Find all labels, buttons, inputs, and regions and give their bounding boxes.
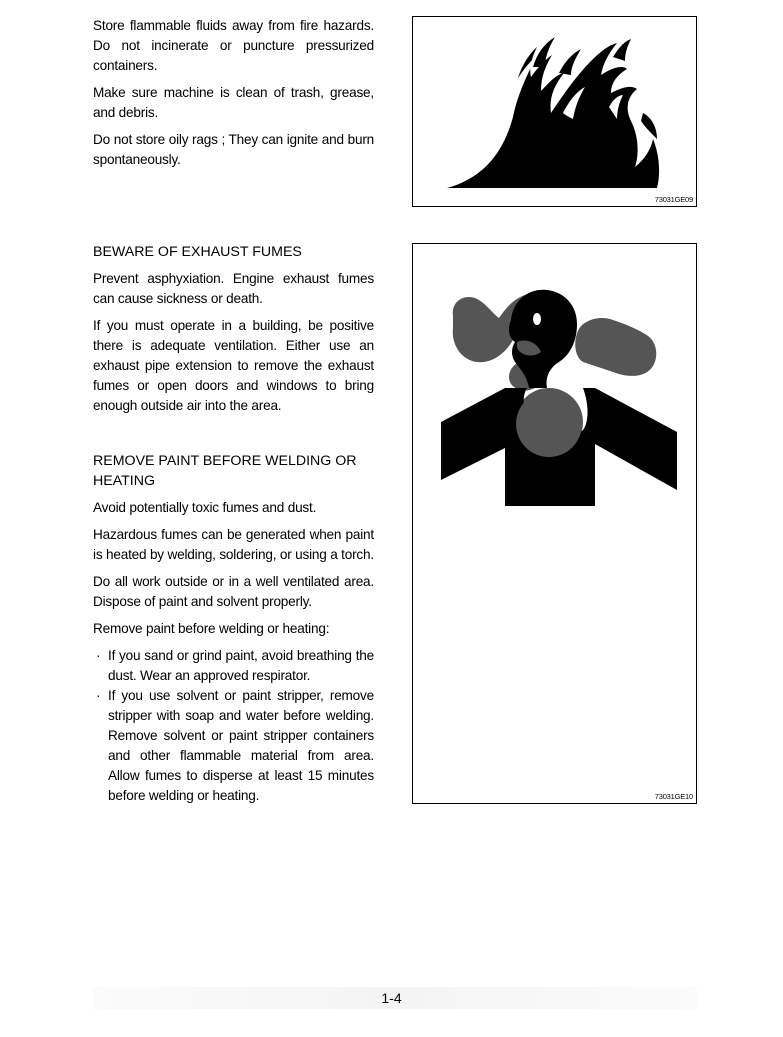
paint-paragraph-4: Remove paint before welding or heating: — [93, 621, 330, 636]
paint-bullet-list — [93, 646, 374, 806]
paint-paragraph-3: Do all work outside or in a well ventilated area. Dispose of paint and solvent properly. — [93, 574, 374, 609]
paint-paragraph-1: Avoid potentially toxic fumes and dust. — [93, 500, 317, 515]
chest-lung-circle — [516, 391, 582, 457]
flammable-paragraph-1: Store flammable fluids away from fire hazards. Do not incinerate or puncture pressurized containers. — [93, 18, 374, 73]
flammable-section — [93, 16, 374, 177]
bullet-marker: · — [96, 688, 101, 703]
flame-tip-right — [641, 113, 657, 139]
flammable-paragraph-2: Make sure machine is clean of trash, grease, and debris. — [93, 85, 374, 120]
list-item — [93, 686, 374, 806]
paint-heading: REMOVE PAINT BEFORE WELDING OR HEATING — [93, 453, 357, 489]
paint-paragraph-2: Hazardous fumes can be generated when paint is heated by welding, soldering, or using a torch. — [93, 527, 374, 562]
flame-tip-3 — [613, 39, 631, 61]
flame-main-shape — [447, 43, 659, 188]
bullet-text: If you sand or grind paint, avoid breathing the dust. Wear an approved respirator. — [108, 648, 374, 683]
fire-hazard-figure — [412, 16, 697, 207]
exhaust-section — [93, 242, 374, 423]
exhaust-heading: BEWARE OF EXHAUST FUMES — [93, 244, 302, 260]
flame-tip-2 — [559, 49, 581, 75]
exhaust-paragraph-2: If you must operate in a building, be positive there is adequate ventilation. Either use an exhaust pipe extension to remove the exhaust fumes or open doors and windows to bring enough outside air into the area. — [93, 318, 374, 413]
flammable-paragraph-3: Do not store oily rags ; They can ignite and burn spontaneously. — [93, 132, 374, 167]
bullet-text: If you use solvent or paint stripper, remove stripper with soap and water before welding. Remove solvent or paint stripper containers and other flammable material from area. Allow fumes to disperse at least 15 minutes before welding or heating. — [108, 688, 374, 803]
bullet-marker: · — [96, 648, 101, 663]
fume-inhalation-icon — [413, 244, 696, 803]
exhaust-fumes-figure — [412, 243, 697, 804]
paint-section — [93, 451, 374, 806]
fire-figure-code: 73031GE09 — [654, 195, 693, 204]
smoke-right-puff — [575, 318, 656, 376]
eye-icon — [533, 313, 541, 325]
flame-tip-1 — [533, 37, 555, 67]
list-item — [93, 646, 374, 686]
page-number: 1-4 — [381, 990, 402, 1006]
fumes-figure-code: 73031GE10 — [654, 792, 693, 801]
flame-icon — [413, 17, 696, 206]
exhaust-paragraph-1: Prevent asphyxiation. Engine exhaust fumes can cause sickness or death. — [93, 271, 374, 306]
